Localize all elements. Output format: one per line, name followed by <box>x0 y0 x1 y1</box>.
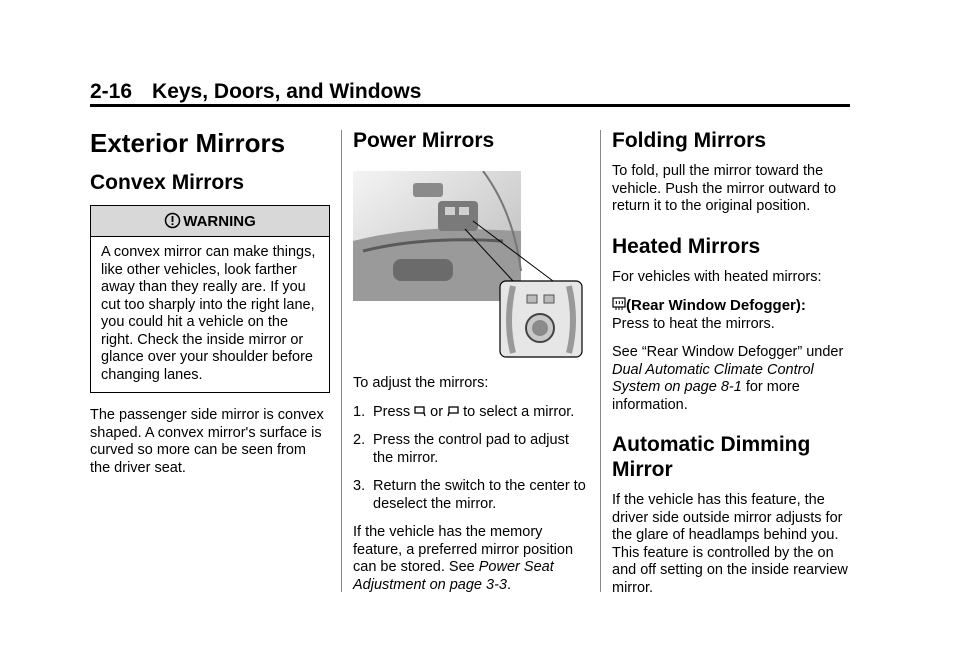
page-number: 2-16 <box>90 80 133 103</box>
defogger-paragraph <box>612 297 852 333</box>
cross-reference: Power Seat Adjustment on page 3-3 <box>353 559 554 593</box>
steps-list <box>353 404 588 514</box>
section-title: Folding Mirrors <box>612 129 766 152</box>
warning-label: WARNING <box>183 213 256 230</box>
section-title: Exterior Mirrors <box>90 128 286 158</box>
step-number: 2. <box>353 432 366 448</box>
paragraph: If the vehicle has this feature, the driver side outside mirror adjusts for the glare of headlamps behind you. This feature is controlled by the on and off setting on the inside rearview mirror. <box>612 492 848 596</box>
step-1 <box>353 404 588 422</box>
button-description: Press to heat the mirrors. <box>612 315 775 332</box>
column-2 <box>353 128 588 605</box>
see-paragraph <box>612 344 852 414</box>
right-mirror-icon <box>447 405 459 417</box>
door-panel-illustration <box>353 171 588 361</box>
rear-defogger-icon <box>612 297 626 311</box>
step-text: Press <box>373 403 411 420</box>
step-number: 1. <box>353 403 366 420</box>
left-mirror-icon <box>414 405 426 417</box>
step-number: 3. <box>353 478 366 494</box>
subsection-title: Convex Mirrors <box>90 171 245 194</box>
step-text: Return the switch to the center to deselect the mirror. <box>373 478 586 512</box>
column-divider <box>341 130 342 592</box>
button-label: (Rear Window Defogger): <box>626 297 806 314</box>
section-title: Heated Mirrors <box>612 234 761 258</box>
paragraph: To fold, pull the mirror toward the vehicle. Push the mirror outward to return it to the original position. <box>612 163 837 214</box>
chapter-title: Keys, Doors, and Windows <box>152 80 422 103</box>
see-text-end: for more information. <box>612 379 800 413</box>
page-header <box>90 80 421 104</box>
cross-reference: Dual Automatic Climate Control System on page 8-1 <box>612 361 814 395</box>
warning-icon <box>164 212 181 229</box>
memory-text: If the vehicle has the memory feature, a preferred mirror position can be stored. See <box>353 524 574 575</box>
step-2 <box>353 432 588 467</box>
memory-paragraph <box>353 524 588 594</box>
see-text: See “Rear Window Defogger” under <box>612 344 844 360</box>
section-title: Automatic Dimming Mirror <box>612 433 811 481</box>
warning-header <box>91 206 329 237</box>
step-text: to select a mirror. <box>463 403 575 420</box>
section-title: Power Mirrors <box>353 129 495 152</box>
column-divider <box>600 130 601 592</box>
warning-text: A convex mirror can make things, like other vehicles, look farther away than they really are. If you cut too sharply into the right lane, you could hit a vehicle on the right. Check the inside mirror or glance over your shoulder before changing lanes. <box>101 244 316 383</box>
paragraph: For vehicles with heated mirrors: <box>612 268 822 285</box>
warning-box <box>90 205 330 393</box>
step-3 <box>353 478 588 513</box>
mirror-control-photo <box>353 171 548 361</box>
header-rule <box>90 104 850 107</box>
column-1 <box>90 128 330 488</box>
memory-end: . <box>506 576 511 593</box>
step-text: Press the control pad to adjust the mirror. <box>373 432 569 466</box>
step-text: or <box>430 403 444 420</box>
paragraph: The passenger side mirror is convex shaped. A convex mirror's surface is curved so more can be seen from the driver seat. <box>90 407 324 476</box>
column-3 <box>612 128 852 608</box>
intro-text: To adjust the mirrors: <box>353 375 489 391</box>
